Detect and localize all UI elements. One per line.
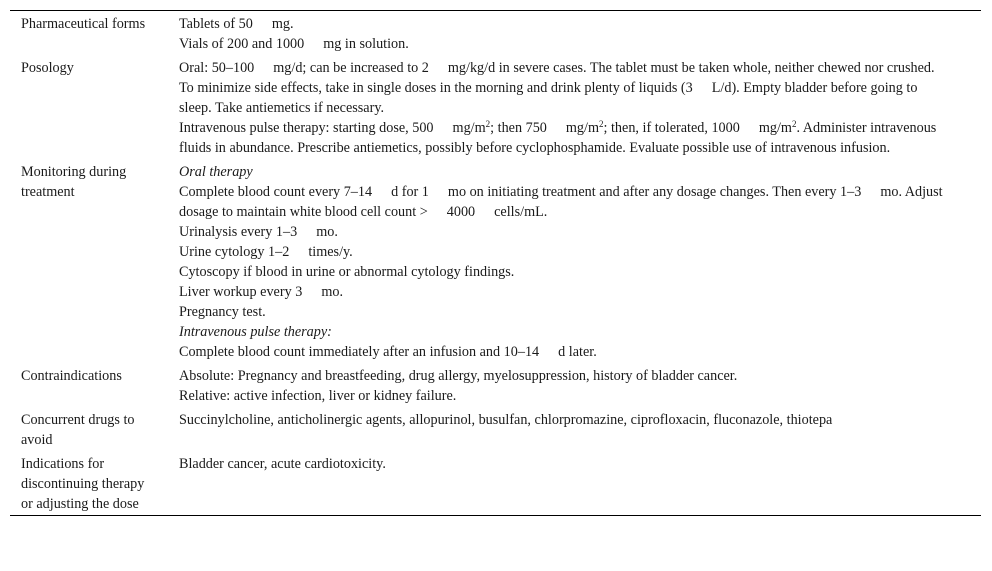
row-value: Bladder cancer, acute cardiotoxicity.: [179, 456, 386, 472]
table-row: [10, 363, 981, 407]
row-value: Tablets of 50 mg. Vials of 200 and 1000 mg in solution.: [179, 16, 409, 52]
row-value: Oral therapy Complete blood count every 7–14 d for 1 mo on initiating treatment and after any dosage changes. Then every 1–3 mo. Adjust dosage to maintain white blood cell count > 4000 cells/mL. Urinalysis every 1–3 mo. Urine cytology 1–2 times/y. Cytoscopy if blood in urine or abnormal cytology findings. Liver workup every 3 mo. Pregnancy test. Intravenous pulse therapy: Complete blood count immediately after an infusion and 10–14 d later.: [179, 164, 943, 360]
row-label: Monitoring during treatment: [21, 164, 127, 200]
table-row: [10, 11, 981, 55]
row-value: Oral: 50–100 mg/d; can be increased to 2 mg/kg/d in severe cases. The tablet must be taken whole, neither chewed nor crushed. To minimize side effects, take in single doses in the morning and drink plenty of liquids (3 L/d). Empty bladder before going to sleep. Take antiemetics if necessary. Intravenous pulse therapy: starting dose, 500 $mg/m^2$; then 750 $mg/m^2$; then, if tolerated, 1000 $mg/m^2$. Administer intravenous fluids in abundance. Prescribe antiemetics, possibly before cyclophosphamide. Evaluate possible use of intravenous infusion.: [179, 60, 937, 156]
row-label: Contraindications: [21, 368, 122, 384]
row-label: Indications for discontinuing therapy or adjusting the dose: [21, 456, 145, 512]
table-row: [10, 55, 981, 159]
row-label: Pharmaceutical forms: [21, 16, 146, 32]
table-row: [10, 159, 981, 363]
row-label: Concurrent drugs to avoid: [21, 412, 135, 448]
drug-info-table: [10, 10, 981, 516]
table-row: [10, 451, 981, 515]
table-row: [10, 407, 981, 451]
row-value: Absolute: Pregnancy and breastfeeding, drug allergy, myelosuppression, history of bladder cancer. Relative: active infection, liver or kidney failure.: [179, 368, 738, 404]
row-value: Succinylcholine, anticholinergic agents, allopurinol, busulfan, chlorpromazine, ciprofloxacin, fluconazole, thiotepa: [179, 412, 833, 428]
row-label: Posology: [21, 60, 74, 76]
